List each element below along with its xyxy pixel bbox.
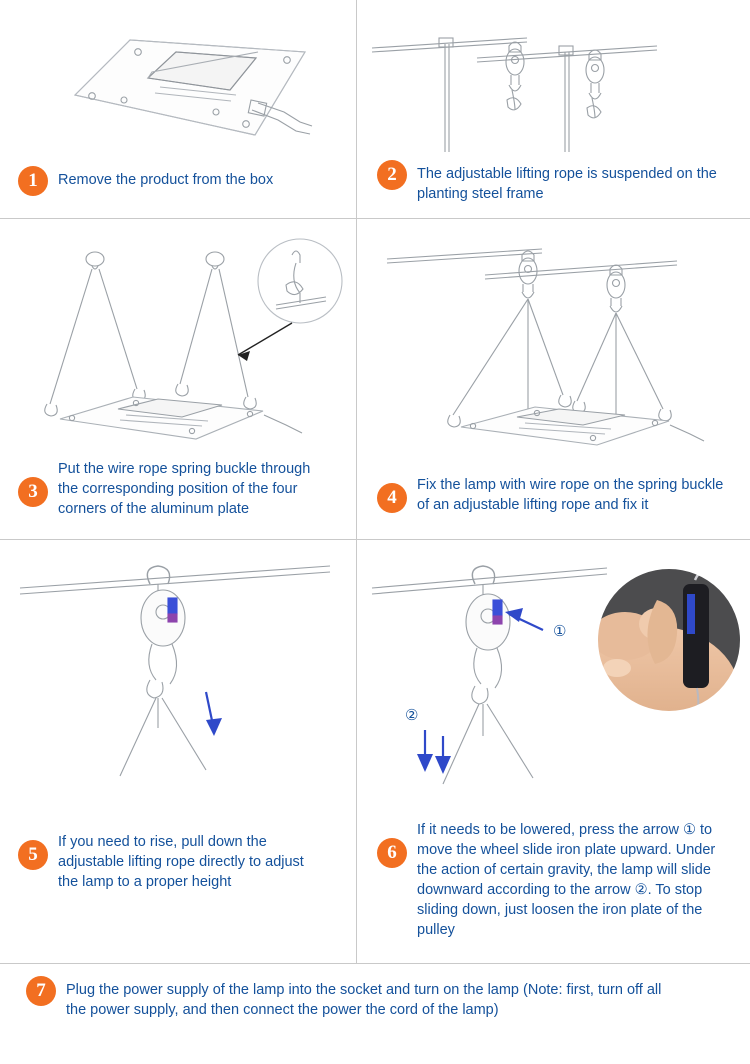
step-cell-7 bbox=[0, 964, 750, 1064]
divider-row-1 bbox=[0, 218, 750, 219]
step-7-number: 7 bbox=[26, 976, 56, 1006]
step-cell-4 bbox=[357, 219, 750, 539]
step-2-text: The adjustable lifting rope is suspended on the planting steel frame bbox=[417, 166, 717, 202]
step-6-caption bbox=[377, 816, 738, 940]
step-1-number: 1 bbox=[18, 166, 48, 196]
step-3-illustration bbox=[0, 219, 356, 459]
step-cell-3 bbox=[0, 219, 356, 539]
step-5-caption bbox=[18, 828, 344, 892]
step-7-text: Plug the power supply of the lamp into the socket and turn on the lamp (Note: first, turn off all the power supply, and then connect the power the cord of the lamp) bbox=[66, 982, 662, 1018]
step-6-text: If it needs to be lowered, press the arrow ① to move the wheel slide iron plate upward. Under the action of certain gravity, the lamp will slide downward according to the arrow ②. To stop sliding down, just loosen the iron plate of the pulley bbox=[417, 822, 716, 938]
step-5-number: 5 bbox=[18, 840, 48, 870]
step-6-number: 6 bbox=[377, 838, 407, 868]
svg-text:②: ② bbox=[405, 707, 419, 724]
divider-col-row-3 bbox=[356, 540, 357, 963]
step-7-caption bbox=[26, 976, 738, 1020]
step-6-illustration bbox=[357, 540, 750, 830]
step-5-illustration bbox=[0, 540, 356, 830]
step-4-caption bbox=[377, 471, 738, 515]
step-2-number: 2 bbox=[377, 160, 407, 190]
svg-text:①: ① bbox=[553, 623, 567, 640]
step-1-text: Remove the product from the box bbox=[58, 172, 274, 188]
divider-row-2 bbox=[0, 539, 750, 540]
step-cell-6 bbox=[357, 540, 750, 964]
step-3-number: 3 bbox=[18, 477, 48, 507]
step-4-illustration bbox=[357, 219, 750, 449]
step-1-illustration bbox=[0, 0, 356, 160]
step-cell-5 bbox=[0, 540, 356, 964]
step-2-caption bbox=[377, 160, 738, 204]
step-cell-2 bbox=[357, 0, 750, 218]
step-3-text: Put the wire rope spring buckle through the corresponding position of the four corners of the aluminum plate bbox=[58, 461, 311, 517]
step-2-illustration bbox=[357, 0, 750, 160]
step-5-text: If you need to rise, pull down the adjustable lifting rope directly to adjust the lamp to a proper height bbox=[58, 834, 304, 890]
step-3-caption bbox=[18, 455, 344, 519]
step-1-caption bbox=[18, 166, 344, 196]
step-4-number: 4 bbox=[377, 483, 407, 513]
step-4-text: Fix the lamp with wire rope on the spring buckle of an adjustable lifting rope and fix it bbox=[417, 477, 724, 513]
step-cell-1 bbox=[0, 0, 356, 218]
divider-col-row-1 bbox=[356, 0, 357, 218]
divider-col-row-2 bbox=[356, 219, 357, 539]
